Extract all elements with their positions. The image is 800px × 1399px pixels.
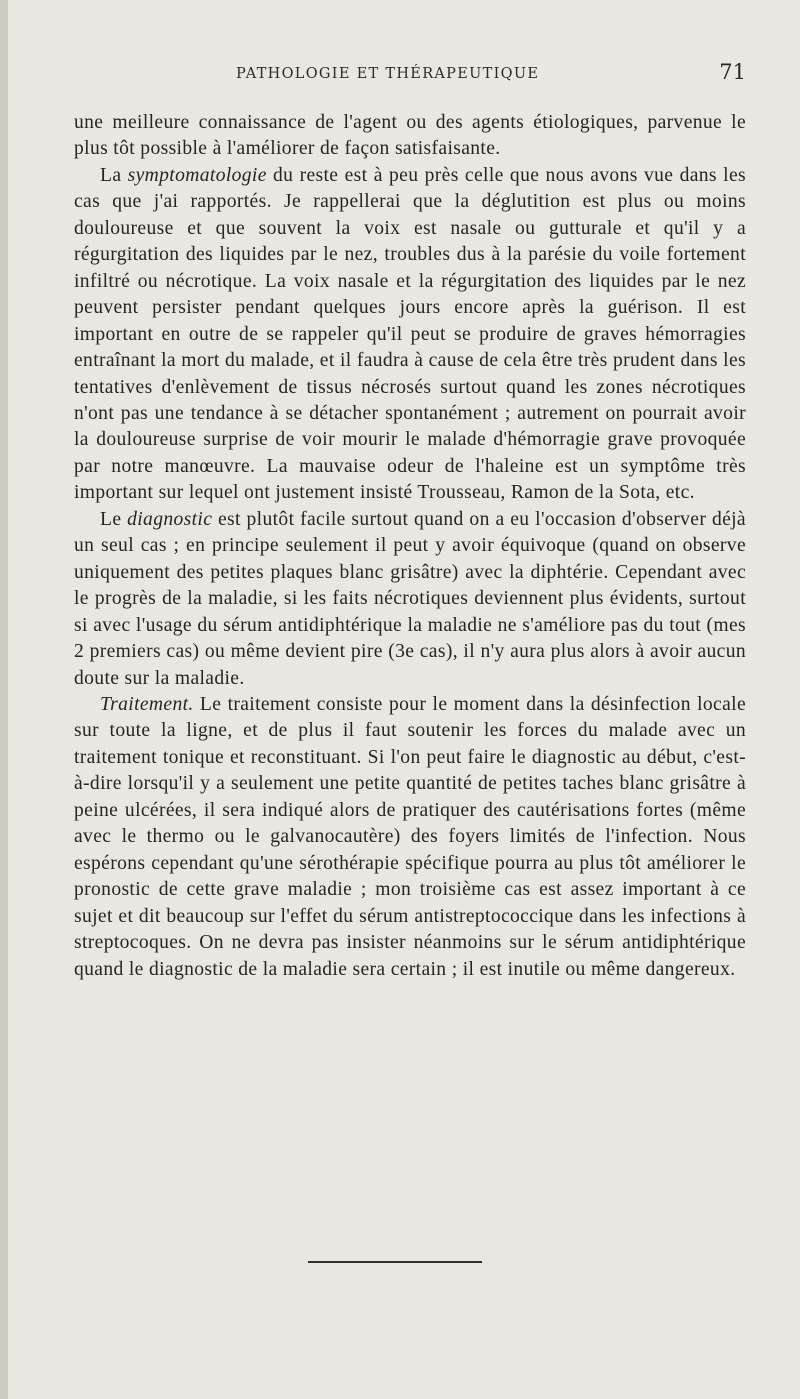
paragraph-text: est plutôt facile surtout quand on a eu l'occasion d'observer déjà un seul cas ; en principe seulement il peut y avoir équivoque (quand on observe uniquement des petites plaques blanc grisâtre) avec la diphtérie. Cependant avec le progrès de la maladie, si les faits nécrotiques deviennent plus évidents, surtout si avec l'usage du sérum antidiphtérique la maladie ne s'améliore pas du tout (mes 2 premiers cas) ou même devient pire (3e cas), il n'y aura plus alors à avoir aucun doute sur la maladie.: [74, 508, 746, 689]
paragraph-continuation: [74, 110, 746, 163]
paragraph-text: une meilleure connaissance de l'agent ou des agents étiologiques, parvenue le plus tôt possible à l'améliorer de façon satisfaisante.: [74, 112, 746, 160]
section-end-rule: [308, 1261, 482, 1263]
section-term-treatment: Traitement.: [100, 693, 194, 715]
paragraph-treatment: [74, 692, 746, 983]
section-term-symptomatology: symptomatologie: [127, 164, 267, 186]
body-text: [74, 110, 746, 983]
section-term-diagnosis: diagnostic: [127, 508, 213, 530]
paragraph-symptomatology: [74, 163, 746, 507]
paragraph-text: du reste est à peu près celle que nous avons vue dans les cas que j'ai rapportés. Je rappellerai que la déglutition est plus ou moins douloureuse et que souvent la voix est nasale ou gutturale et qu'il y a régurgitation des liquides par le nez, troubles dus à la parésie du voile fortement infiltré ou nécrotique. La voix nasale et la régurgitation des liquides par le nez peuvent persister pendant quelques jours encore après la guérison. Il est important en outre de se rappeler qu'il peut se produire de graves hémorragies entraînant la mort du malade, et il faudra à cause de cela être très prudent dans les tentatives d'enlèvement de tissus nécrosés surtout quand les zones nécrotiques n'ont pas une tendance à se détacher spontanément ; autrement on pourrait avoir la douloureuse surprise de voir mourir le malade d'hémorragie grave provoquée par notre manœuvre. La mauvaise odeur de l'haleine est un symptôme très important sur lequel ont justement insisté Trousseau, Ramon de la Sota, etc.: [74, 164, 746, 504]
paragraph-lead: Le: [100, 508, 128, 530]
page-number: 71: [719, 60, 746, 84]
paragraph-diagnosis: [74, 507, 746, 692]
running-title: PATHOLOGIE ET THÉRAPEUTIQUE: [236, 66, 540, 82]
page-header: [68, 60, 746, 94]
paragraph-text: Le traitement consiste pour le moment dans la désinfection locale sur toute la ligne, et de plus il faut soutenir les forces du malade avec un traitement tonique et reconstituant. Si l'on peut faire le diagnostic au début, c'est-à-dire lorsqu'il y a seulement une petite quantité de petites taches blanc grisâtre à peine ulcérées, il sera indiqué alors de pratiquer des cautérisations fortes (même avec le thermo ou le galvanocautère) des foyers limités de l'infection. Nous espérons cependant qu'une sérothérapie spécifique pourra au plus tôt améliorer le pronostic de cette grave maladie ; mon troisième cas est assez important à ce sujet et dit beaucoup sur l'effet du sérum antistreptococcique dans les infections à streptocoques. On ne devra pas insister néanmoins sur le sérum antidiphtérique quand le diagnostic de la maladie sera certain ; il est inutile ou même dangereux.: [74, 693, 746, 980]
paragraph-lead: La: [100, 164, 128, 186]
